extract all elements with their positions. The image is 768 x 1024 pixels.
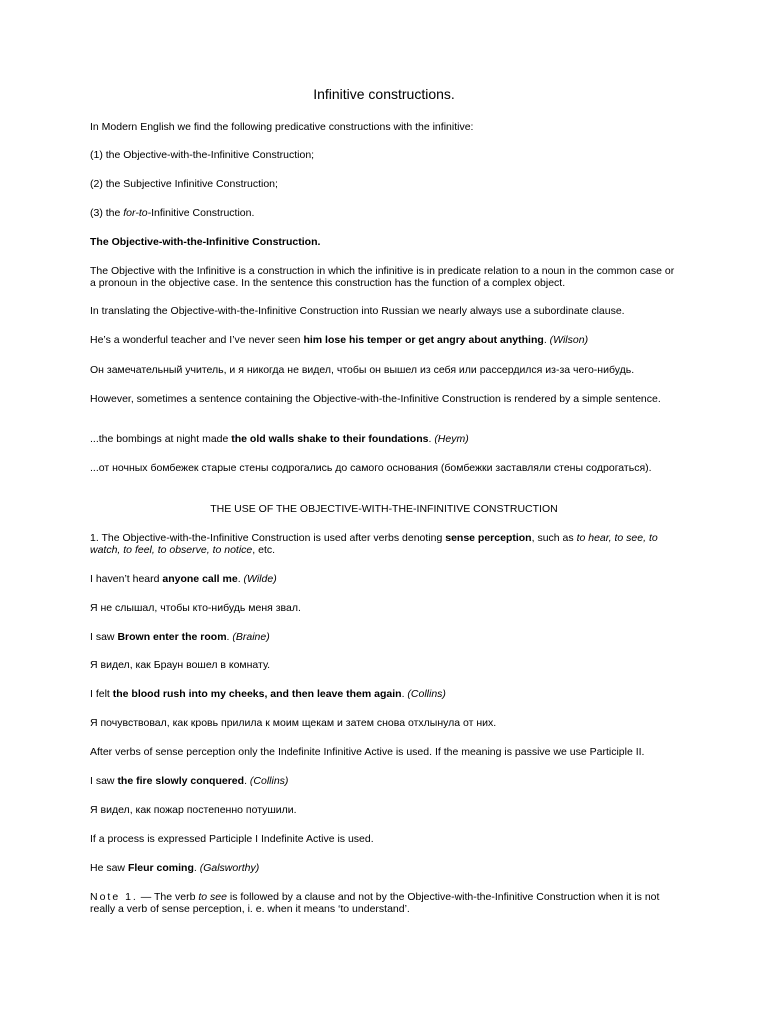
- list-item-3: (3) the for-to-Infinitive Construction.: [90, 207, 255, 219]
- use-heading: THE USE OF THE OBJECTIVE-WITH-THE-INFINITIVE CONSTRUCTION: [210, 503, 558, 515]
- example-6: I saw the fire slowly conquered. (Collins): [90, 775, 289, 787]
- process-paragraph: If a process is expressed Participle I Indefinite Active is used.: [90, 833, 374, 845]
- note-1-paragraph: Note 1. — The verb to see is followed by a clause and not by the Objective-with-the-Infinitive Construction when it is not really a verb of sense perception, i. e. when it means ‘to understand’.: [90, 891, 660, 915]
- after-verbs-paragraph: After verbs of sense perception only the Indefinite Infinitive Active is used. If the meaning is passive we use Participle II.: [90, 746, 645, 758]
- example-5: I felt the blood rush into my cheeks, and then leave them again. (Collins): [90, 688, 446, 700]
- example-5-translation: Я почувствовал, как кровь прилила к моим щекам и затем снова отхлынула от них.: [90, 717, 497, 729]
- however-paragraph: However, sometimes a sentence containing the Objective-with-the-Infinitive Construction is rendered by a simple sentence.: [90, 393, 661, 405]
- intro-paragraph: In Modern English we find the following predicative constructions with the infinitive:: [90, 121, 474, 133]
- example-1: He’s a wonderful teacher and I’ve never seen him lose his temper or get angry about anything. (Wilson): [90, 334, 589, 346]
- translating-paragraph: In translating the Objective-with-the-Infinitive Construction into Russian we nearly always use a subordinate clause.: [90, 305, 625, 317]
- example-4: I saw Brown enter the room. (Braine): [90, 631, 270, 643]
- example-7: He saw Fleur coming. (Galsworthy): [90, 862, 260, 874]
- example-3-translation: Я не слышал, чтобы кто-нибудь меня звал.: [90, 602, 301, 614]
- italic-text: for-to-: [123, 207, 152, 219]
- list-item-1: (1) the Objective-with-the-Infinitive Construction;: [90, 149, 315, 161]
- example-6-translation: Я видел, как пожар постепенно потушили.: [90, 804, 297, 816]
- example-3: I haven’t heard anyone call me. (Wilde): [90, 573, 277, 585]
- section-heading: The Objective-with-the-Infinitive Construction.: [90, 236, 321, 248]
- page-title: Infinitive constructions.: [313, 86, 455, 102]
- point-1-paragraph: 1. The Objective-with-the-Infinitive Construction is used after verbs denoting sense perception, such as to hear, to see, to watch, to feel, to observe, to notice, etc.: [90, 532, 658, 556]
- example-2: ...the bombings at night made the old walls shake to their foundations. (Heym): [90, 433, 469, 445]
- example-1-translation: Он замечательный учитель, и я никогда не видел, чтобы он вышел из себя или рассердился из-за чего-нибудь.: [90, 364, 635, 376]
- definition-paragraph: The Objective with the Infinitive is a construction in which the infinitive is in predicate relation to a noun in the common case or a pronoun in the objective case. In the sentence this construction has the function of a complex object.: [90, 265, 675, 289]
- example-4-translation: Я видел, как Браун вошел в комнату.: [90, 659, 271, 671]
- example-2-translation: ...от ночных бомбежек старые стены содрогались до самого основания (бомбежки заставляли стены содрогаться).: [90, 462, 652, 474]
- list-item-2: (2) the Subjective Infinitive Construction;: [90, 178, 278, 190]
